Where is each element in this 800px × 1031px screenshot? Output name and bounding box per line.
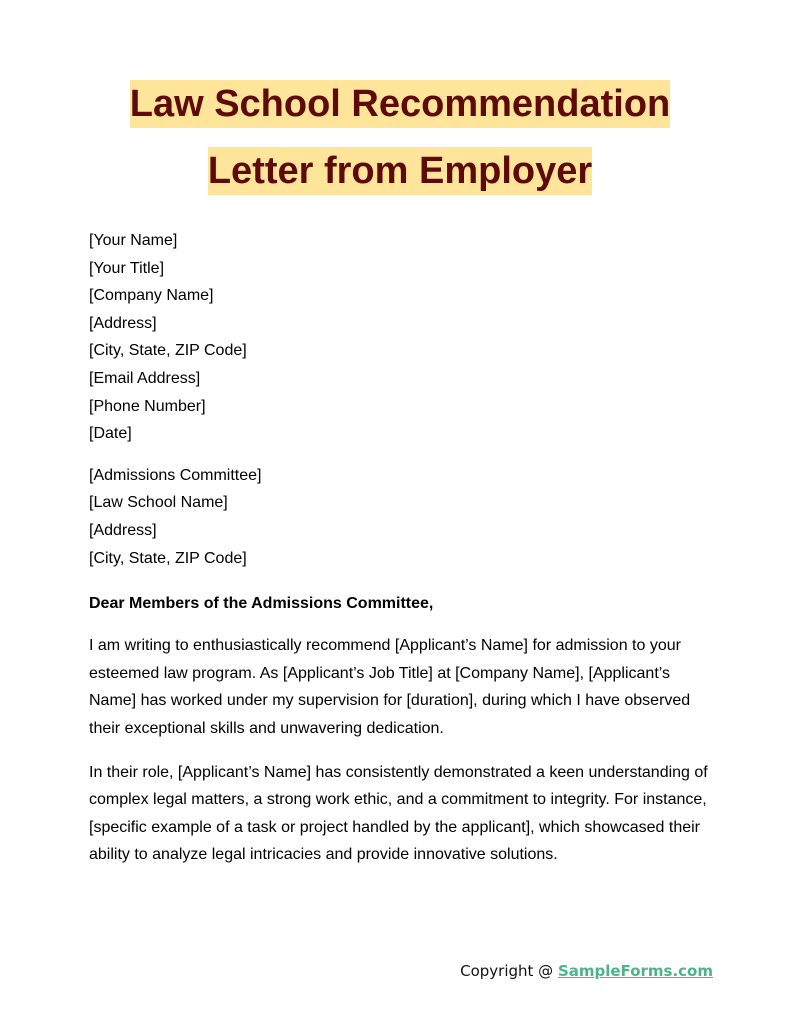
sender-email: [Email Address] (89, 369, 201, 387)
title-line-1: Law School Recommendation (130, 80, 671, 128)
document-title (0, 80, 800, 214)
sender-address: [Address] (89, 314, 157, 332)
salutation: Dear Members of the Admissions Committee, (89, 595, 434, 613)
title-line-2: Letter from Employer (208, 147, 592, 195)
sender-name: [Your Name] (89, 232, 178, 249)
body-paragraph-2: In their role, [Applicant’s Name] has consistently demonstrated a keen understanding of complex legal matters, a strong work ethic, and a commitment to integrity. For instance, [specific example of a task or project handled by the applicant], which showcased their ability to analyze legal intricacies and provide innovative solutions. (89, 763, 708, 864)
copyright-footer (460, 962, 713, 980)
sender-address-block (89, 227, 714, 448)
letter-date: [Date] (89, 425, 132, 443)
sender-city-state-zip: [City, State, ZIP Code] (89, 342, 247, 360)
letter-body (89, 227, 714, 885)
recipient-committee: [Admissions Committee] (89, 466, 262, 484)
recipient-school: [Law School Name] (89, 494, 228, 512)
copyright-prefix: Copyright @ (460, 962, 558, 980)
sender-company: [Company Name] (89, 287, 214, 305)
recipient-address-block (89, 462, 714, 572)
sampleforms-link[interactable]: SampleForms.com (557, 962, 713, 980)
body-paragraph-1: I am writing to enthusiastically recommend [Applicant’s Name] for admission to your esteemed law program. As [Applicant’s Job Title] at [Company Name], [Applicant’s Name] has worked under my supervision for [duration], during which I have observed their exceptional skills and unwavering dedication. (89, 637, 691, 737)
recipient-city-state-zip: [City, State, ZIP Code] (89, 549, 247, 567)
recipient-address: [Address] (89, 521, 157, 539)
sender-phone: [Phone Number] (89, 397, 206, 415)
sender-title: [Your Title] (89, 259, 165, 277)
